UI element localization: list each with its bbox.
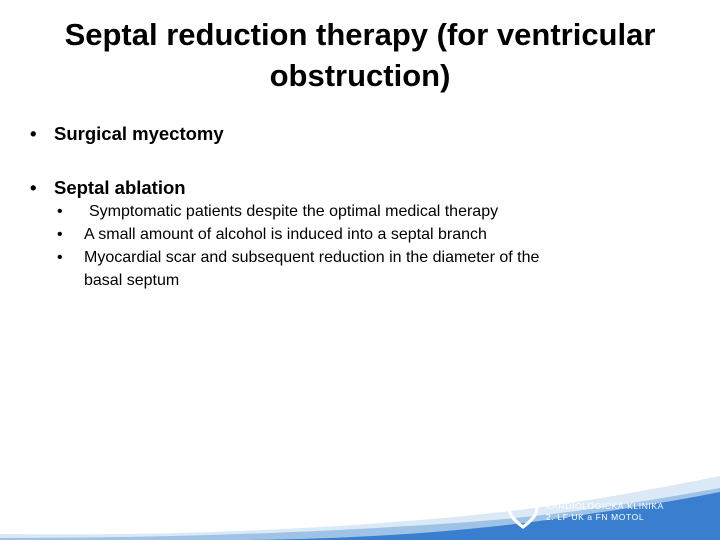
sub-bullet-alcohol [56, 223, 554, 246]
logo-line-1: KARDIOLOGICKÁ KLINIKA [546, 501, 664, 511]
bullet-dot: • [57, 203, 63, 220]
sub-bullet-list [56, 200, 670, 292]
logo-text [546, 501, 664, 523]
sub-bullet-scar [56, 246, 554, 292]
bullet-text: Surgical myectomy [54, 123, 224, 144]
heart-logo-icon [506, 496, 540, 530]
bullet-dot: • [57, 226, 63, 243]
bullet-dot: • [57, 249, 63, 266]
slide-title: Septal reduction therapy (for ventricular obstruction) [64, 17, 656, 93]
sub-bullet-text: A small amount of alcohol is induced into a septal branch [84, 226, 487, 243]
sub-bullet-symptomatic [56, 200, 560, 223]
clinic-logo [506, 496, 716, 536]
bullet-septal-ablation [30, 176, 670, 200]
bullet-surgical-myectomy [30, 122, 670, 146]
bullet-text: Septal ablation [54, 177, 186, 198]
bullet-dot: • [30, 123, 37, 144]
bullet-list [30, 122, 670, 292]
logo-line-2: 2. LF UK a FN MOTOL [546, 512, 645, 522]
sub-bullet-text: Myocardial scar and subsequent reduction in the diameter of the basal septum [84, 249, 540, 289]
sub-bullet-text: Symptomatic patients despite the optimal medical therapy [89, 203, 499, 220]
bullet-dot: • [30, 177, 37, 198]
